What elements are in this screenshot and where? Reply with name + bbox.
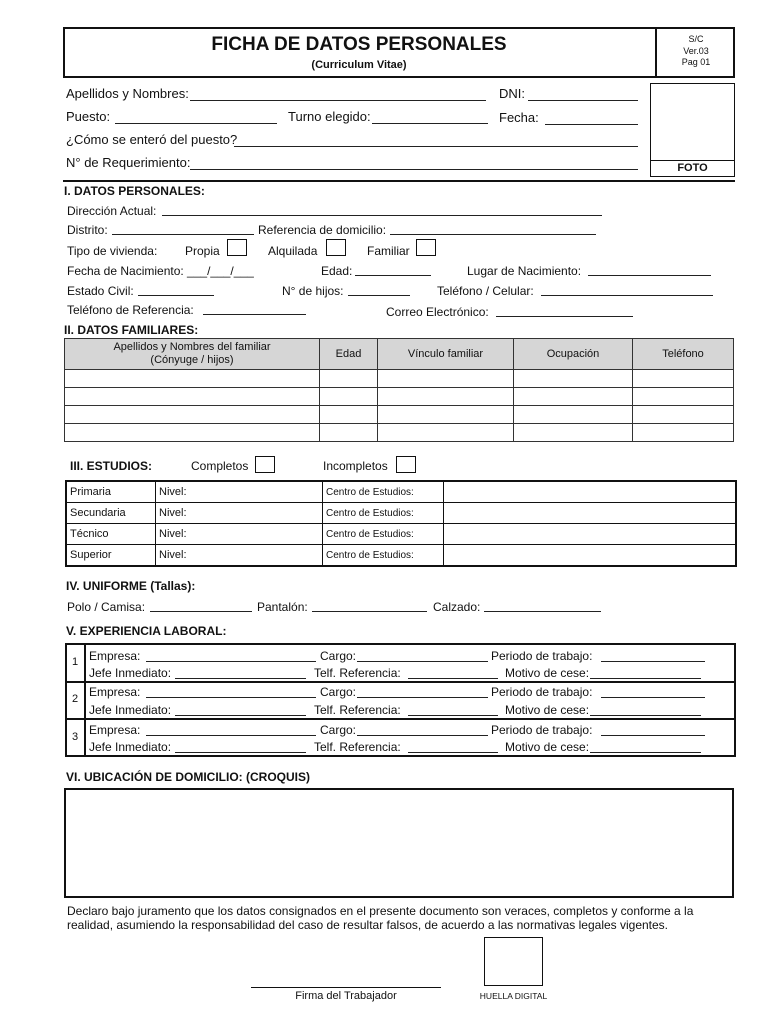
referencia-label: Referencia de domicilio: bbox=[258, 223, 387, 237]
correo-field[interactable] bbox=[496, 316, 633, 317]
education-level: Secundaria bbox=[66, 503, 156, 524]
referencia-field[interactable] bbox=[390, 234, 596, 235]
table-row[interactable] bbox=[66, 545, 736, 567]
telefono-ref-label: Teléfono de Referencia: bbox=[67, 303, 194, 317]
cargo-field[interactable] bbox=[357, 697, 488, 698]
experience-number: 2 bbox=[71, 693, 79, 705]
family-header-ocupacion: Ocupación bbox=[514, 339, 633, 370]
doc-code: S/C bbox=[688, 34, 704, 44]
hijos-field[interactable] bbox=[348, 295, 410, 296]
section3-title: III. ESTUDIOS: bbox=[70, 459, 153, 473]
family-header-edad: Edad bbox=[320, 339, 378, 370]
jefe-label: Jefe Inmediato: bbox=[89, 740, 172, 754]
section6-title: VI. UBICACIÓN DE DOMICILIO: (CROQUIS) bbox=[66, 770, 310, 784]
page-title: FICHA DE DATOS PERSONALES bbox=[211, 34, 507, 55]
fecha-nacimiento-label: Fecha de Nacimiento: ___/___/___ bbox=[67, 264, 254, 278]
propia-label: Propia bbox=[185, 244, 220, 258]
telf-field[interactable] bbox=[408, 678, 498, 679]
estado-civil-label: Estado Civil: bbox=[67, 284, 134, 298]
centro-field[interactable] bbox=[444, 481, 737, 503]
correo-label: Correo Electrónico: bbox=[386, 305, 489, 319]
como-label: ¿Cómo se enteró del puesto? bbox=[66, 132, 238, 147]
telefono-celular-field[interactable] bbox=[541, 295, 713, 296]
motivo-field[interactable] bbox=[590, 752, 701, 753]
education-table bbox=[65, 480, 737, 567]
periodo-label: Periodo de trabajo: bbox=[491, 649, 593, 663]
motivo-field[interactable] bbox=[590, 715, 701, 716]
photo-label: FOTO bbox=[677, 162, 708, 174]
table-row[interactable] bbox=[65, 424, 734, 442]
apellidos-label: Apellidos y Nombres: bbox=[66, 86, 189, 101]
experience-divider bbox=[65, 681, 736, 683]
centro-label: Centro de Estudios: bbox=[323, 503, 444, 524]
periodo-field[interactable] bbox=[601, 661, 705, 662]
nivel-label: Nivel: bbox=[156, 481, 323, 503]
completos-checkbox[interactable] bbox=[255, 456, 275, 473]
puesto-label: Puesto: bbox=[66, 109, 111, 124]
cargo-label: Cargo: bbox=[320, 649, 357, 663]
cargo-field[interactable] bbox=[357, 661, 488, 662]
section4-title: IV. UNIFORME (Tallas): bbox=[66, 579, 196, 593]
centro-field[interactable] bbox=[444, 545, 737, 567]
centro-field[interactable] bbox=[444, 524, 737, 545]
nivel-label: Nivel: bbox=[156, 524, 323, 545]
centro-label: Centro de Estudios: bbox=[323, 481, 444, 503]
table-row[interactable] bbox=[66, 481, 736, 503]
experience-num-divider bbox=[84, 643, 86, 757]
fecha-field[interactable] bbox=[545, 124, 638, 125]
incompletos-label: Incompletos bbox=[323, 459, 388, 473]
estado-civil-field[interactable] bbox=[138, 295, 214, 296]
motivo-label: Motivo de cese: bbox=[505, 740, 590, 754]
cargo-label: Cargo: bbox=[320, 723, 357, 737]
como-field[interactable] bbox=[234, 146, 638, 147]
telf-field[interactable] bbox=[408, 715, 498, 716]
pantalon-label: Pantalón: bbox=[257, 600, 308, 614]
education-level: Técnico bbox=[66, 524, 156, 545]
periodo-label: Periodo de trabajo: bbox=[491, 685, 593, 699]
telefono-celular-label: Teléfono / Celular: bbox=[437, 284, 534, 298]
propia-checkbox[interactable] bbox=[227, 239, 247, 256]
table-row[interactable] bbox=[66, 503, 736, 524]
motivo-label: Motivo de cese: bbox=[505, 666, 590, 680]
telefono-ref-field[interactable] bbox=[203, 314, 306, 315]
distrito-field[interactable] bbox=[112, 234, 254, 235]
doc-page: Pag 01 bbox=[681, 57, 711, 67]
periodo-field[interactable] bbox=[601, 735, 705, 736]
dni-field[interactable] bbox=[528, 100, 638, 101]
centro-label: Centro de Estudios: bbox=[323, 524, 444, 545]
periodo-label: Periodo de trabajo: bbox=[491, 723, 593, 737]
requerimiento-label: N° de Requerimiento: bbox=[66, 155, 191, 170]
lugar-nacimiento-field[interactable] bbox=[588, 275, 711, 276]
cargo-field[interactable] bbox=[357, 735, 488, 736]
turno-field[interactable] bbox=[372, 123, 488, 124]
family-header-telefono: Teléfono bbox=[633, 339, 734, 370]
cargo-label: Cargo: bbox=[320, 685, 357, 699]
jefe-field[interactable] bbox=[175, 715, 306, 716]
polo-field[interactable] bbox=[150, 611, 252, 612]
telf-label: Telf. Referencia: bbox=[314, 666, 401, 680]
lugar-nacimiento-label: Lugar de Nacimiento: bbox=[467, 264, 582, 278]
empresa-field[interactable] bbox=[146, 661, 316, 662]
section-divider bbox=[63, 180, 735, 182]
alquilada-label: Alquilada bbox=[268, 244, 318, 258]
calzado-field[interactable] bbox=[484, 611, 601, 612]
apellidos-field[interactable] bbox=[190, 100, 486, 101]
jefe-label: Jefe Inmediato: bbox=[89, 703, 172, 717]
motivo-field[interactable] bbox=[590, 678, 701, 679]
edad-field[interactable] bbox=[355, 275, 431, 276]
distrito-label: Distrito: bbox=[67, 223, 108, 237]
fingerprint-box[interactable] bbox=[484, 937, 543, 986]
table-row[interactable] bbox=[66, 524, 736, 545]
tipo-vivienda-label: Tipo de vivienda: bbox=[67, 244, 158, 258]
empresa-label: Empresa: bbox=[89, 723, 141, 737]
education-level: Superior bbox=[66, 545, 156, 567]
edad-label: Edad: bbox=[321, 264, 353, 278]
direccion-label: Dirección Actual: bbox=[67, 204, 157, 218]
experience-number: 1 bbox=[71, 656, 79, 668]
experience-number: 3 bbox=[71, 731, 79, 743]
signature-label: Firma del Trabajador bbox=[295, 990, 397, 1002]
dni-label: DNI: bbox=[499, 86, 525, 101]
pantalon-field[interactable] bbox=[312, 611, 427, 612]
section1-title: I. DATOS PERSONALES: bbox=[64, 184, 205, 198]
centro-label: Centro de Estudios: bbox=[323, 545, 444, 567]
declaration-line-2: realidad, asumiendo la responsabilidad del caso de resultar falsos, de acuerdo a las normativas legales vigentes. bbox=[67, 918, 669, 932]
photo-divider bbox=[650, 160, 735, 161]
familiar-label: Familiar bbox=[367, 244, 410, 258]
completos-label: Completos bbox=[191, 459, 249, 473]
croquis-box[interactable] bbox=[64, 788, 734, 898]
family-header-vinculo: Vínculo familiar bbox=[378, 339, 514, 370]
page-subtitle: (Curriculum Vitae) bbox=[311, 59, 407, 71]
centro-field[interactable] bbox=[444, 503, 737, 524]
section2-title: II. DATOS FAMILIARES: bbox=[64, 323, 199, 337]
familiar-checkbox[interactable] bbox=[416, 239, 436, 256]
incompletos-checkbox[interactable] bbox=[396, 456, 416, 473]
signature-line[interactable] bbox=[251, 987, 441, 988]
fingerprint-label: HUELLA DIGITAL bbox=[479, 991, 548, 1001]
telf-label: Telf. Referencia: bbox=[314, 703, 401, 717]
turno-label: Turno elegido: bbox=[288, 109, 371, 124]
empresa-field[interactable] bbox=[146, 697, 316, 698]
empresa-label: Empresa: bbox=[89, 649, 141, 663]
polo-label: Polo / Camisa: bbox=[67, 600, 146, 614]
section5-title: V. EXPERIENCIA LABORAL: bbox=[66, 624, 227, 638]
jefe-field[interactable] bbox=[175, 678, 306, 679]
periodo-field[interactable] bbox=[601, 697, 705, 698]
declaration-line-1: Declaro bajo juramento que los datos consignados en el presente documento son veraces, completos y conforme a la bbox=[67, 904, 694, 918]
nivel-label: Nivel: bbox=[156, 503, 323, 524]
telf-field[interactable] bbox=[408, 752, 498, 753]
telf-label: Telf. Referencia: bbox=[314, 740, 401, 754]
puesto-field[interactable] bbox=[115, 123, 277, 124]
nivel-label: Nivel: bbox=[156, 545, 323, 567]
jefe-field[interactable] bbox=[175, 752, 306, 753]
motivo-label: Motivo de cese: bbox=[505, 703, 590, 717]
calzado-label: Calzado: bbox=[433, 600, 481, 614]
doc-version: Ver.03 bbox=[683, 46, 709, 56]
requerimiento-field[interactable] bbox=[190, 169, 638, 170]
table-row[interactable] bbox=[65, 406, 734, 424]
hijos-label: N° de hijos: bbox=[282, 284, 344, 298]
education-level: Primaria bbox=[66, 481, 156, 503]
empresa-field[interactable] bbox=[146, 735, 316, 736]
alquilada-checkbox[interactable] bbox=[326, 239, 346, 256]
direccion-field[interactable] bbox=[162, 215, 602, 216]
fecha-label: Fecha: bbox=[499, 110, 539, 125]
family-table bbox=[64, 338, 734, 442]
table-row[interactable] bbox=[65, 370, 734, 388]
experience-divider bbox=[65, 718, 736, 720]
jefe-label: Jefe Inmediato: bbox=[89, 666, 172, 680]
table-row[interactable] bbox=[65, 388, 734, 406]
empresa-label: Empresa: bbox=[89, 685, 141, 699]
family-header-name: Apellidos y Nombres del familiar (Cónyuge / hijos) bbox=[65, 339, 320, 370]
